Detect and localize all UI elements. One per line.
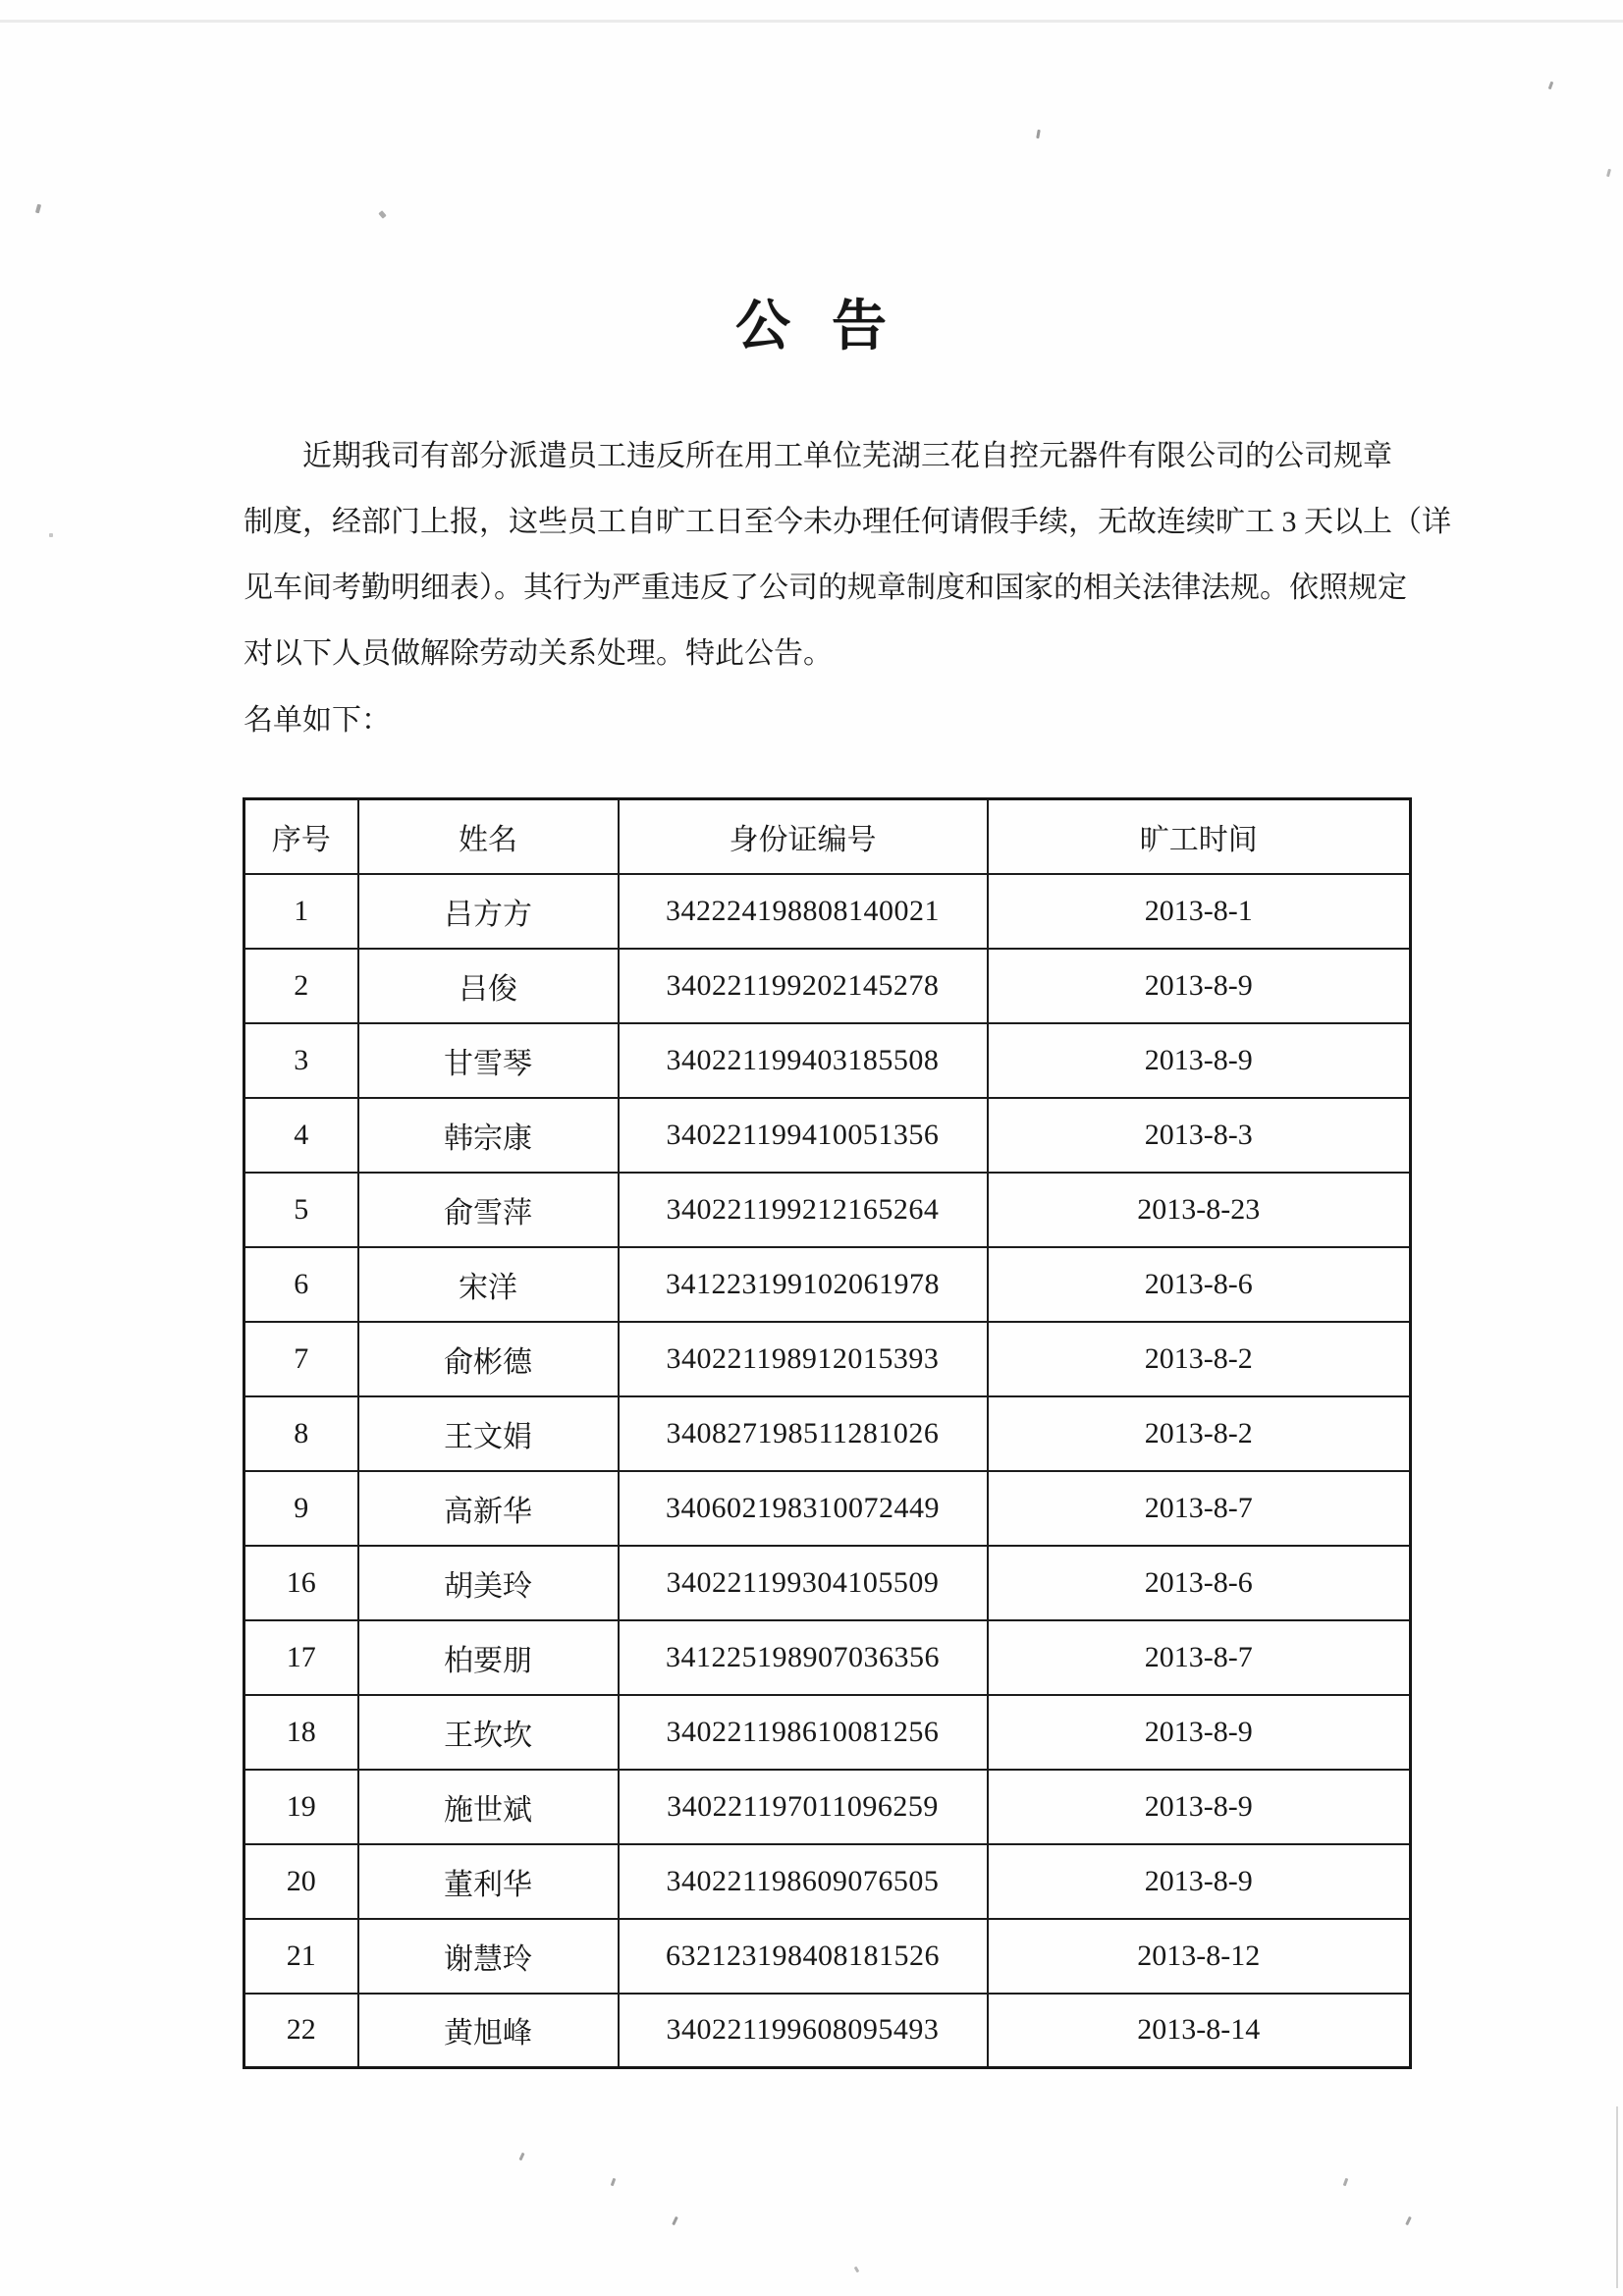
cell-id-number: 340221198609076505 bbox=[619, 1844, 988, 1919]
cell-absence-date: 2013-8-9 bbox=[988, 1844, 1411, 1919]
cell-absence-date: 2013-8-9 bbox=[988, 1695, 1411, 1770]
announcement-paragraph bbox=[243, 423, 1451, 686]
cell-serial: 3 bbox=[244, 1023, 358, 1098]
scan-speck bbox=[611, 2178, 617, 2187]
dismissal-roster-table bbox=[243, 797, 1412, 2069]
scan-speck bbox=[35, 204, 41, 214]
cell-serial: 2 bbox=[244, 949, 358, 1023]
cell-serial: 5 bbox=[244, 1173, 358, 1247]
page-title: 公 告 bbox=[735, 297, 888, 357]
cell-serial: 7 bbox=[244, 1322, 358, 1396]
cell-serial: 9 bbox=[244, 1471, 358, 1546]
cell-name: 黄旭峰 bbox=[358, 1994, 619, 2068]
cell-serial: 18 bbox=[244, 1695, 358, 1770]
cell-id-number: 340221199608095493 bbox=[619, 1994, 988, 2068]
table-row bbox=[244, 1994, 1411, 2068]
cell-name: 谢慧玲 bbox=[358, 1919, 619, 1994]
cell-absence-date: 2013-8-7 bbox=[988, 1471, 1411, 1546]
cell-name: 俞彬德 bbox=[358, 1322, 619, 1396]
cell-id-number: 340221199403185508 bbox=[619, 1023, 988, 1098]
cell-name: 吕俊 bbox=[358, 949, 619, 1023]
cell-absence-date: 2013-8-6 bbox=[988, 1546, 1411, 1620]
cell-name: 甘雪琴 bbox=[358, 1023, 619, 1098]
table-body bbox=[244, 874, 1411, 2068]
cell-id-number: 340221198912015393 bbox=[619, 1322, 988, 1396]
cell-serial: 22 bbox=[244, 1994, 358, 2068]
cell-name: 董利华 bbox=[358, 1844, 619, 1919]
table-row bbox=[244, 1546, 1411, 1620]
cell-absence-date: 2013-8-7 bbox=[988, 1620, 1411, 1695]
cell-absence-date: 2013-8-6 bbox=[988, 1247, 1411, 1322]
scan-speck bbox=[1343, 2178, 1349, 2187]
list-intro-label: 名单如下： bbox=[243, 704, 391, 737]
cell-id-number: 340221197011096259 bbox=[619, 1770, 988, 1844]
cell-serial: 1 bbox=[244, 874, 358, 949]
cell-absence-date: 2013-8-9 bbox=[988, 1023, 1411, 1098]
table-row bbox=[244, 1620, 1411, 1695]
cell-id-number: 632123198408181526 bbox=[619, 1919, 988, 1994]
table-row bbox=[244, 1247, 1411, 1322]
table-row bbox=[244, 1695, 1411, 1770]
cell-name: 王文娟 bbox=[358, 1396, 619, 1471]
scan-speck bbox=[378, 210, 386, 219]
cell-name: 高新华 bbox=[358, 1471, 619, 1546]
paragraph-line: 制度，经部门上报，这些员工自旷工日至今未办理任何请假手续，无故连续旷工 3 天以上（详 bbox=[243, 506, 1451, 538]
cell-serial: 6 bbox=[244, 1247, 358, 1322]
table-header-row bbox=[244, 799, 1411, 874]
table-row bbox=[244, 949, 1411, 1023]
cell-absence-date: 2013-8-9 bbox=[988, 1770, 1411, 1844]
scan-speck bbox=[518, 2153, 524, 2161]
cell-name: 韩宗康 bbox=[358, 1098, 619, 1173]
cell-serial: 20 bbox=[244, 1844, 358, 1919]
table-row bbox=[244, 1919, 1411, 1994]
cell-absence-date: 2013-8-9 bbox=[988, 949, 1411, 1023]
cell-absence-date: 2013-8-14 bbox=[988, 1994, 1411, 2068]
cell-serial: 8 bbox=[244, 1396, 358, 1471]
cell-name: 吕方方 bbox=[358, 874, 619, 949]
cell-absence-date: 2013-8-3 bbox=[988, 1098, 1411, 1173]
table-row bbox=[244, 1471, 1411, 1546]
scan-speck bbox=[672, 2216, 678, 2225]
cell-absence-date: 2013-8-23 bbox=[988, 1173, 1411, 1247]
cell-name: 俞雪萍 bbox=[358, 1173, 619, 1247]
cell-name: 宋洋 bbox=[358, 1247, 619, 1322]
table-row bbox=[244, 1844, 1411, 1919]
scan-artifact-band bbox=[0, 20, 1623, 23]
paragraph-line: 近期我司有部分派遣员工违反所在用工单位芜湖三花自控元器件有限公司的公司规章 bbox=[302, 440, 1392, 472]
cell-id-number: 340221198610081256 bbox=[619, 1695, 988, 1770]
cell-name: 胡美玲 bbox=[358, 1546, 619, 1620]
header-absence-date: 旷工时间 bbox=[988, 799, 1411, 874]
cell-id-number: 341225198907036356 bbox=[619, 1620, 988, 1695]
scan-speck bbox=[49, 533, 53, 537]
scan-edge-shadow bbox=[1616, 2106, 1618, 2288]
cell-id-number: 340221199212165264 bbox=[619, 1173, 988, 1247]
scan-speck bbox=[1606, 169, 1611, 178]
cell-id-number: 340827198511281026 bbox=[619, 1396, 988, 1471]
header-serial: 序号 bbox=[244, 799, 358, 874]
cell-id-number: 340221199304105509 bbox=[619, 1546, 988, 1620]
table-row bbox=[244, 1770, 1411, 1844]
cell-id-number: 340602198310072449 bbox=[619, 1471, 988, 1546]
paragraph-line: 对以下人员做解除劳动关系处理。特此公告。 bbox=[243, 637, 833, 670]
cell-absence-date: 2013-8-2 bbox=[988, 1396, 1411, 1471]
cell-id-number: 340221199202145278 bbox=[619, 949, 988, 1023]
cell-serial: 4 bbox=[244, 1098, 358, 1173]
table-row bbox=[244, 1173, 1411, 1247]
cell-name: 施世斌 bbox=[358, 1770, 619, 1844]
scan-speck bbox=[854, 2267, 860, 2273]
cell-absence-date: 2013-8-2 bbox=[988, 1322, 1411, 1396]
cell-serial: 21 bbox=[244, 1919, 358, 1994]
table-row bbox=[244, 1322, 1411, 1396]
scan-speck bbox=[1036, 130, 1041, 138]
scan-speck bbox=[1548, 82, 1554, 90]
cell-id-number: 341223199102061978 bbox=[619, 1247, 988, 1322]
cell-absence-date: 2013-8-12 bbox=[988, 1919, 1411, 1994]
table-row bbox=[244, 1098, 1411, 1173]
cell-name: 柏要朋 bbox=[358, 1620, 619, 1695]
cell-serial: 16 bbox=[244, 1546, 358, 1620]
cell-serial: 19 bbox=[244, 1770, 358, 1844]
cell-name: 王坎坎 bbox=[358, 1695, 619, 1770]
header-name: 姓名 bbox=[358, 799, 619, 874]
table-row bbox=[244, 1023, 1411, 1098]
cell-id-number: 340221199410051356 bbox=[619, 1098, 988, 1173]
scan-speck bbox=[1405, 2216, 1412, 2225]
table-row bbox=[244, 1396, 1411, 1471]
paragraph-line: 见车间考勤明细表）。其行为严重违反了公司的规章制度和国家的相关法律法规。依照规定 bbox=[243, 572, 1407, 604]
header-id-number: 身份证编号 bbox=[619, 799, 988, 874]
table-row bbox=[244, 874, 1411, 949]
cell-serial: 17 bbox=[244, 1620, 358, 1695]
cell-id-number: 342224198808140021 bbox=[619, 874, 988, 949]
cell-absence-date: 2013-8-1 bbox=[988, 874, 1411, 949]
